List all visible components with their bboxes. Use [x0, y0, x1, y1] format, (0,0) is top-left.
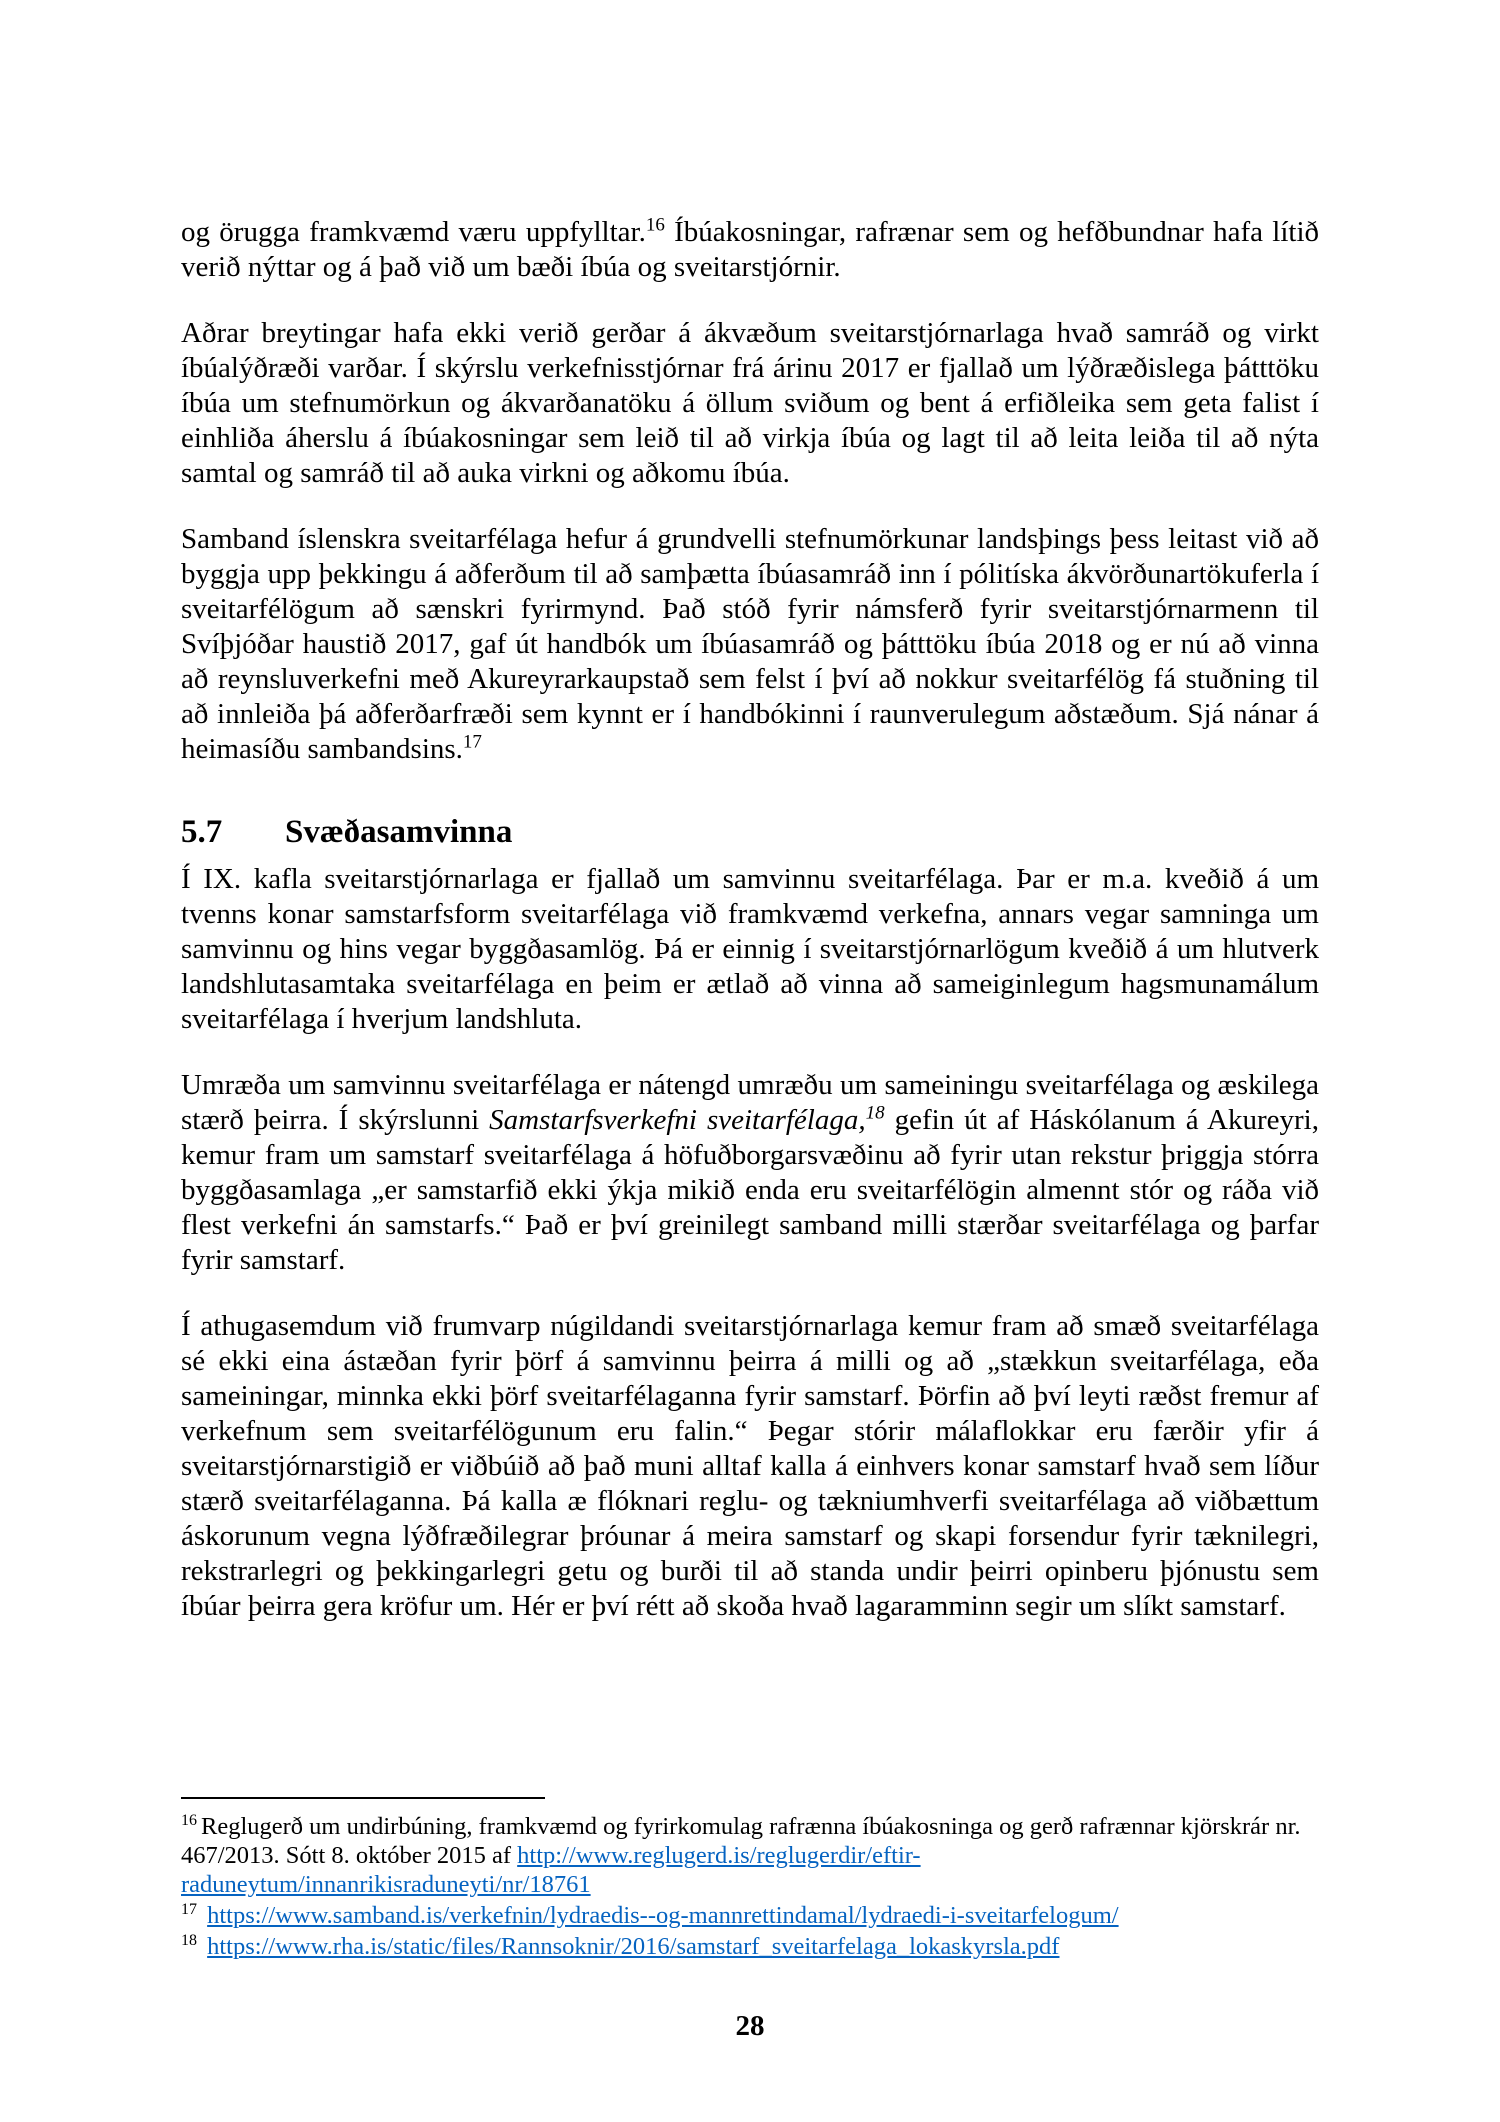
body-paragraph-6	[181, 1309, 1319, 1624]
footnote-text: Reglugerð um undirbúning, framkvæmd og fyrirkomulag rafrænna íbúakosninga og gerð rafrænnar kjörskrár nr. 467/2013. Sótt 8. október 2015 af	[181, 1813, 1301, 1869]
footnote-17	[181, 1901, 1319, 1930]
report-title-italic: Samstarfsverkefni sveitarfélaga,	[489, 1104, 866, 1136]
footnote-link[interactable]: https://www.rha.is/static/files/Rannsoknir/2016/samstarf_sveitarfelaga_lokaskyrsla.pdf	[207, 1933, 1060, 1960]
footnote-number: 18	[181, 1931, 197, 1949]
footnote-separator-rule	[181, 1797, 545, 1799]
section-number: 5.7	[181, 814, 223, 850]
body-paragraph-4	[181, 862, 1319, 1037]
paragraph-text: Í IX. kafla sveitarstjórnarlaga er fjallað um samvinnu sveitarfélaga. Þar er m.a. kveðið á um tvenns konar samstarfsform sveitarfélaga við framkvæmd verkefna, annars vegar samninga um samvinnu og hins vegar byggðasamlög. Þá er einnig í sveitarstjórnarlögum kveðið á um hlutverk landshlutasamtaka sveitarfélaga en þeim er ætlað að vinna að sameiginlegum hagsmunamálum sveitarfélaga í hverjum landshluta.	[181, 863, 1319, 1035]
paragraph-text: Umræða um samvinnu sveitarfélaga er nátengd umræðu um sameiningu sveitarfélaga og æskilega stærð þeirra. Í skýrslunni	[181, 1069, 1319, 1136]
body-paragraph-5	[181, 1068, 1319, 1278]
footnote-link[interactable]: https://www.samband.is/verkefnin/lydraedis--og-mannrettindamal/lydraedi-i-sveitarfelogum/	[207, 1902, 1119, 1929]
footnote-ref-18: 18	[865, 1102, 885, 1124]
body-paragraph-3	[181, 522, 1319, 767]
paragraph-text: Aðrar breytingar hafa ekki verið gerðar á ákvæðum sveitarstjórnarlaga hvað samráð og virkt íbúalýðræði varðar. Í skýrslu verkefnisstjórnar frá árinu 2017 er fjallað um lýðræðislega þátttöku íbúa um stefnumörkun og ákvarðanatöku á öllum sviðum og bent á erfiðleika sem geta falist í einhliða áherslu á íbúakosningar sem leið til að virkja íbúa og lagt til að leita leiða til að nýta samtal og samráð til að auka virkni og aðkomu íbúa.	[181, 317, 1319, 489]
footnote-ref-16: 16	[645, 214, 665, 236]
footnotes-section	[181, 1797, 1319, 1963]
footnote-link[interactable]: http://www.reglugerd.is/reglugerdir/eftir-raduneytum/innanrikisraduneyti/nr/18761	[181, 1842, 921, 1898]
section-title: Svæðasamvinna	[285, 814, 513, 850]
footnote-number: 16	[181, 1811, 197, 1829]
footnote-16	[181, 1812, 1319, 1899]
body-paragraph-1	[181, 215, 1319, 285]
footnote-ref-17: 17	[462, 731, 482, 753]
section-heading	[181, 812, 1319, 852]
paragraph-text: og örugga framkvæmd væru uppfylltar.	[181, 216, 646, 248]
body-paragraph-2	[181, 316, 1319, 491]
page-number: 28	[735, 2010, 765, 2042]
footnote-18	[181, 1932, 1319, 1961]
footnote-number: 17	[181, 1900, 197, 1918]
paragraph-text: Íbúakosningar, rafrænar sem og hefðbundnar hafa lítið verið nýttar og á það við um bæði íbúa og sveitarstjórnir.	[181, 216, 1320, 283]
paragraph-text: Samband íslenskra sveitarfélaga hefur á grundvelli stefnumörkunar landsþings þess leitast við að byggja upp þekkingu á aðferðum til að samþætta íbúasamráð inn í pólitíska ákvörðunartökuferla í sveitarfélögum að sænskri fyrirmynd. Það stóð fyrir námsferð fyrir sveitarstjórnarmenn til Svíþjóðar haustið 2017, gaf út handbók um íbúasamráð og þátttöku íbúa 2018 og er nú að vinna að reynsluverkefni með Akureyrarkaupstað sem felst í því að nokkur sveitarfélög fá stuðning til að innleiða þá aðferðarfræði sem kynnt er í handbókinni í raunverulegum aðstæðum. Sjá nánar á heimasíðu sambandsins.	[181, 523, 1319, 765]
paragraph-text: Í athugasemdum við frumvarp núgildandi sveitarstjórnarlaga kemur fram að smæð sveitarfélaga sé ekki eina ástæðan fyrir þörf á samvinnu þeirra á milli og að „stækkun sveitarfélaga, eða sameiningar, minnka ekki þörf sveitarfélaganna fyrir samstarf. Þörfin að því leyti ræðst fremur af verkefnum sem sveitarfélögunum eru falin.“ Þegar stórir málaflokkar eru færðir yfir á sveitarstjórnarstigið er viðbúið að það muni alltaf kalla á einhvers konar samstarf hvað sem líður stærð sveitarfélaganna. Þá kalla æ flóknari reglu- og tækniumhverfi sveitarfélaga að viðbættum áskorunum vegna lýðfræðilegrar þróunar á meira samstarf og skapi forsendur fyrir tæknilegri, rekstrarlegri og þekkingarlegri getu og burði til að standa undir þeirri opinberu þjónustu sem íbúar þeirra gera kröfur um. Hér er því rétt að skoða hvað lagaramminn segir um slíkt samstarf.	[181, 1310, 1319, 1622]
paragraph-text: gefin út af Háskólanum á Akureyri, kemur fram um samstarf sveitarfélaga á höfuðborgarsvæðinu að fyrir utan rekstur þriggja stórra byggðasamlaga „er samstarfið ekki ýkja mikið enda eru sveitarfélögin almennt stór og ráða við flest verkefni án samstarfs.“ Það er því greinilegt samband milli stærðar sveitarfélaga og þarfar fyrir samstarf.	[181, 1104, 1319, 1276]
